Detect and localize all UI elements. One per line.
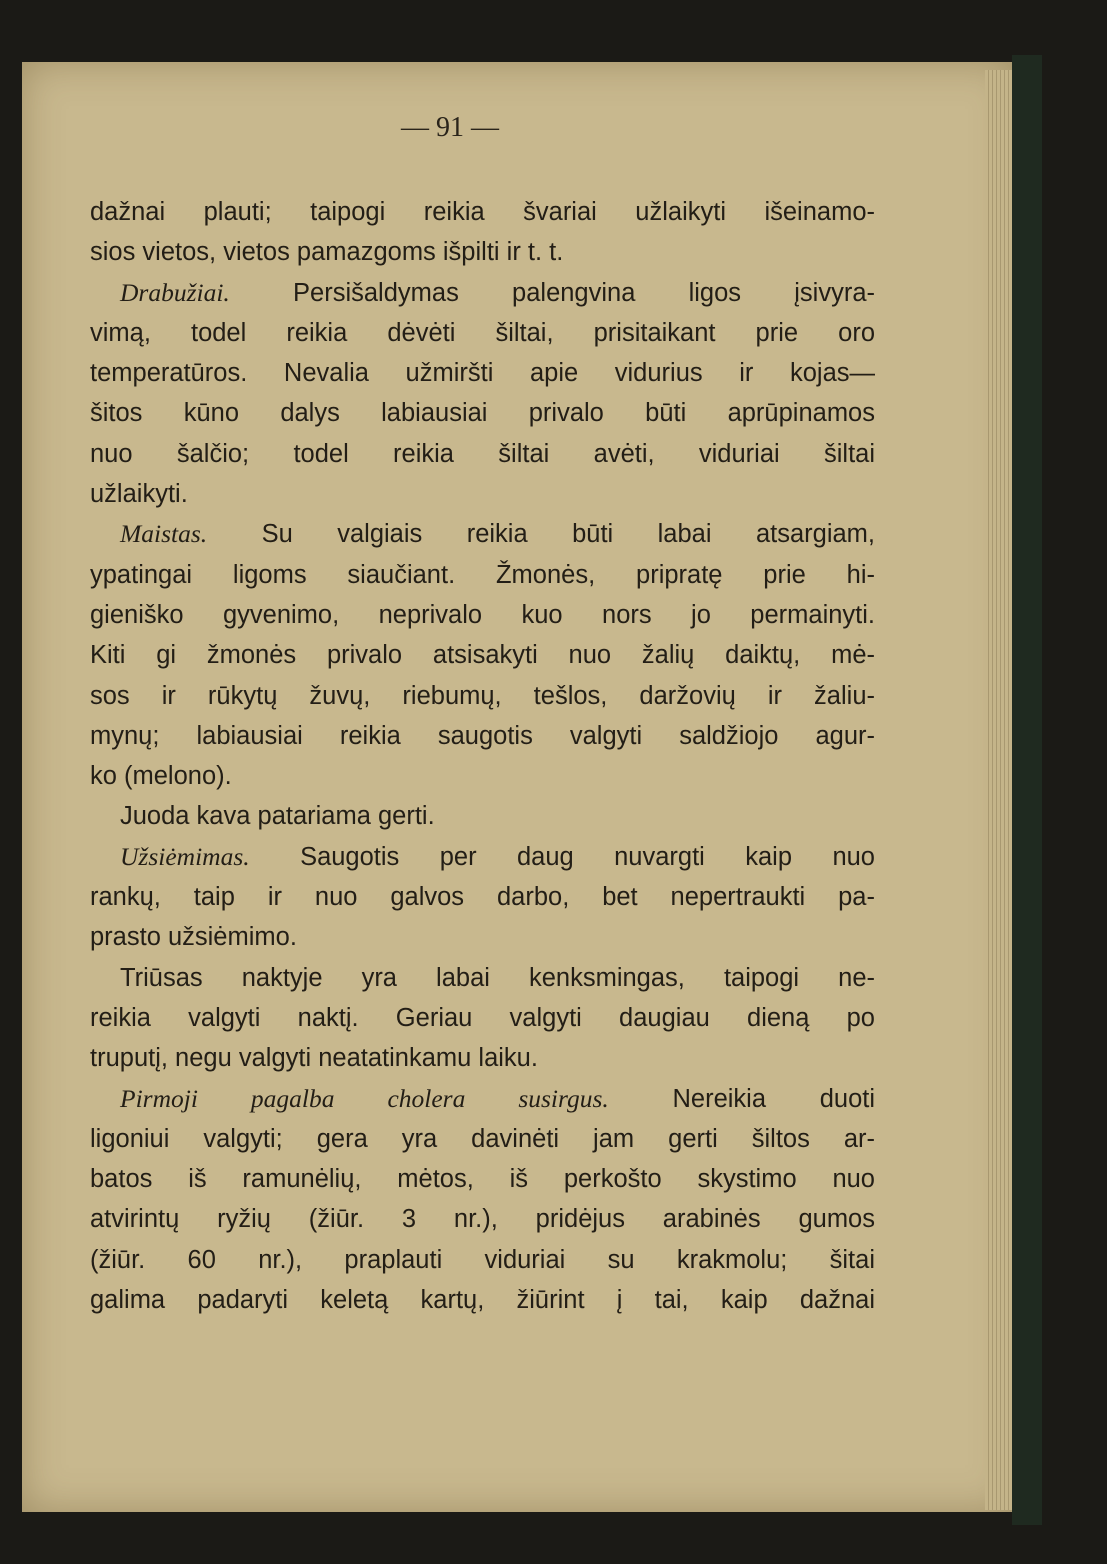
line-text: reikia valgyti naktį. Geriau valgyti daugiau dieną po <box>90 1003 875 1032</box>
text-line <box>90 514 875 554</box>
line-text: sos ir rūkytų žuvų, riebumų, tešlos, daržovių ir žaliu- <box>90 681 875 710</box>
body-text <box>90 192 875 1320</box>
line-text: temperatūros. Nevalia užmiršti apie vidurius ir kojas— <box>90 359 875 388</box>
page-edges <box>985 70 1012 1510</box>
text-line <box>90 1240 875 1280</box>
line-text: prasto užsiėmimo. <box>90 923 297 952</box>
line-text: mynų; labiausiai reikia saugotis valgyti saldžiojo agur- <box>90 721 875 750</box>
line-text: vimą, todel reikia dėvėti šiltai, prisitaikant prie oro <box>90 318 875 347</box>
section-heading: Maistas. <box>120 519 208 549</box>
text-line <box>90 555 875 595</box>
text-line <box>90 998 875 1038</box>
text-line <box>90 474 875 514</box>
text-line <box>90 877 875 917</box>
text-line <box>90 635 875 675</box>
line-text: Nereikia duoti <box>672 1084 875 1113</box>
text-line <box>90 837 875 877</box>
line-text: atvirintų ryžių (žiūr. 3 nr.), pridėjus arabinės gumos <box>90 1205 875 1234</box>
text-line <box>90 756 875 796</box>
line-text: Kiti gi žmonės privalo atsisakyti nuo žalių daiktų, mė- <box>90 641 875 670</box>
text-line <box>90 232 875 272</box>
page-number: — 91 — <box>401 112 499 143</box>
line-text: gieniško gyvenimo, neprivalo kuo nors jo permainyti. <box>90 600 875 629</box>
line-text: nuo šalčio; todel reikia šiltai avėti, viduriai šiltai <box>90 439 875 468</box>
line-text: rankų, taip ir nuo galvos darbo, bet nepertraukti pa- <box>90 883 875 912</box>
text-line <box>90 273 875 313</box>
line-text: ligoniui valgyti; gera yra davinėti jam gerti šiltos ar- <box>90 1124 875 1153</box>
line-text: sios vietos, vietos pamazgoms išpilti ir t. t. <box>90 238 564 267</box>
line-text: Triūsas naktyje yra labai kenksmingas, taipogi ne- <box>120 963 875 992</box>
line-text: truputį, negu valgyti neatatinkamu laiku. <box>90 1044 538 1073</box>
line-text: šitos kūno dalys labiausiai privalo būti aprūpinamos <box>90 399 875 428</box>
text-line <box>90 796 875 836</box>
text-line <box>90 1280 875 1320</box>
text-line <box>90 313 875 353</box>
text-line <box>90 393 875 433</box>
line-text: Juoda kava patariama gerti. <box>120 802 435 831</box>
line-text: ypatingai ligoms siaučiant. Žmonės, pripratę prie hi- <box>90 560 875 589</box>
line-text: ko (melono). <box>90 762 232 791</box>
book-binding <box>1012 55 1042 1525</box>
line-text: užlaikyti. <box>90 480 188 509</box>
text-line <box>90 595 875 635</box>
text-line <box>90 434 875 474</box>
section-heading: Pirmoji pagalba cholera susirgus. <box>120 1083 609 1113</box>
section-heading: Drabužiai. <box>120 277 230 307</box>
text-line <box>90 353 875 393</box>
text-line <box>90 1159 875 1199</box>
line-text: Persišaldymas palengvina ligos įsivyra- <box>293 278 875 307</box>
line-text: Saugotis per daug nuvargti kaip nuo <box>300 842 875 871</box>
line-text: Su valgiais reikia būti labai atsargiam, <box>261 520 875 549</box>
section-heading: Užsiėmimas. <box>120 841 250 871</box>
text-line <box>90 676 875 716</box>
text-line <box>90 192 875 232</box>
text-line <box>90 1079 875 1119</box>
line-text: galima padaryti keletą kartų, žiūrint į tai, kaip dažnai <box>90 1286 875 1315</box>
text-line <box>90 716 875 756</box>
text-line <box>90 1199 875 1239</box>
text-line <box>90 1038 875 1078</box>
line-text: batos iš ramunėlių, mėtos, iš perkošto skystimo nuo <box>90 1165 875 1194</box>
line-text: dažnai plauti; taipogi reikia švariai užlaikyti išeinamo- <box>90 198 875 226</box>
text-line <box>90 958 875 998</box>
line-text: (žiūr. 60 nr.), praplauti viduriai su krakmolu; šitai <box>90 1245 875 1274</box>
text-line <box>90 917 875 957</box>
text-line <box>90 1119 875 1159</box>
